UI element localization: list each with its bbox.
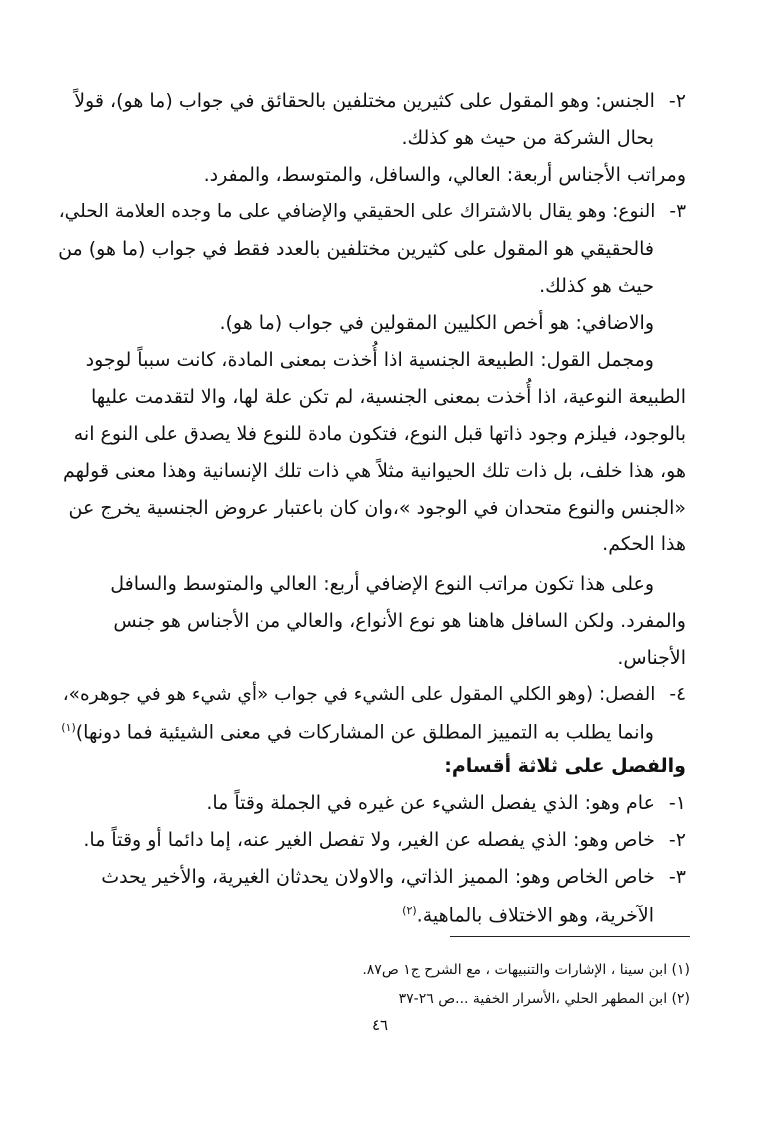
list-number: ٢- — [668, 829, 686, 851]
text-line-17: ٤-الفصل: (وهو الكلي المقول على الشيء في جواب «أي شيء هو في جوهره»، — [62, 684, 686, 705]
text-line-18: وانما يطلب به التمييز المطلق عن المشاركات في معنى الشيئية فما دونها)$^{(١)}$ — [61, 721, 654, 744]
text-line-11: هو، هذا خلف، بل ذات تلك الحيوانية مثلاً هي ذات تلك الإنسانية وهذا معنى قولهم — [62, 460, 686, 482]
footnote-1: (١) ابن سينا ، الإشارات والتنبيهات ، مع الشرح ج١ ص٨٧. — [362, 962, 690, 978]
text-line-5: فالحقيقي هو المقول على كثيرين مختلفين بالعدد فقط في جواب (ما هو) من — [58, 238, 654, 260]
footnote-separator — [450, 936, 690, 937]
text-line-12: «الجنس والنوع متحدان في الوجود »،وان كان باعتبار عروض الجنسية يخرج عن — [68, 497, 686, 519]
text-line-13: هذا الحكم. — [602, 533, 686, 555]
text-line-4: ٣-النوع: وهو يقال بالاشتراك على الحقيقي والإضافي على ما وجده العلامة الحلي، — [58, 201, 686, 222]
text-line-15: والمفرد. ولكن السافل هاهنا هو نوع الأنواع، والعالي من الأجناس هو جنس — [113, 610, 686, 632]
text-line-22: الآخرية، وهو الاختلاف بالماهية.$^{(٢)}$ — [402, 904, 654, 927]
text-line-6: حيث هو كذلك. — [539, 275, 654, 297]
text-line-7: والاضافي: هو أخص الكليين المقولين في جواب (ما هو). — [219, 312, 654, 334]
list-number: ٢- — [668, 90, 686, 112]
footnote-2: (٢) ابن المطهر الحلي ،الأسرار الخفية ...ص ٢٦-٣٧ — [398, 991, 690, 1007]
text-line-9: الطبيعة النوعية، اذا أُخذت بمعنى الجنسية، لم تكن علة لها، والا لتقدمت عليها — [90, 386, 686, 408]
footnote-marker: (١) — [61, 721, 76, 734]
list-number: ٣- — [669, 201, 686, 222]
text-line-14: وعلى هذا تكون مراتب النوع الإضافي أربع: العالي والمتوسط والسافل — [110, 573, 654, 595]
text-line-19: ١-عام وهو: الذي يفصل الشيء عن غيره في الجملة وقتاً ما. — [206, 792, 686, 814]
text-line-8: ومجمل القول: الطبيعة الجنسية اذا أُخذت بمعنى المادة، كانت سبباً لوجود — [85, 349, 654, 371]
page-number: ٤٦ — [372, 1016, 389, 1034]
section-heading: والفصل على ثلاثة أقسام: — [444, 755, 686, 777]
text-line-10: بالوجود، فيلزم وجود ذاتها قبل النوع، فتكون مادة للنوع فلا يصدق على النوع انه — [73, 423, 686, 445]
list-number: ١- — [668, 792, 686, 814]
text-line-21: ٣-خاص الخاص وهو: المميز الذاتي، والاولان يحدثان الغيرية، والأخير يحدث — [101, 866, 686, 888]
text-line-16: الأجناس. — [617, 647, 686, 669]
text-line-20: ٢-خاص وهو: الذي يفصله عن الغير، ولا تفصل الغير عنه، إما دائما أو وقتاً ما. — [83, 829, 686, 851]
list-number: ٤- — [669, 684, 686, 705]
footnote-marker: (٢) — [402, 904, 417, 917]
text-line-2: بحال الشركة من حيث هو كذلك. — [401, 127, 654, 149]
text-line-3: ومراتب الأجناس أربعة: العالي، والسافل، والمتوسط، والمفرد. — [203, 164, 686, 186]
list-number: ٣- — [668, 866, 686, 888]
text-line-1: ٢-الجنس: وهو المقول على كثيرين مختلفين بالحقائق في جواب (ما هو)، قولاً — [74, 90, 686, 112]
